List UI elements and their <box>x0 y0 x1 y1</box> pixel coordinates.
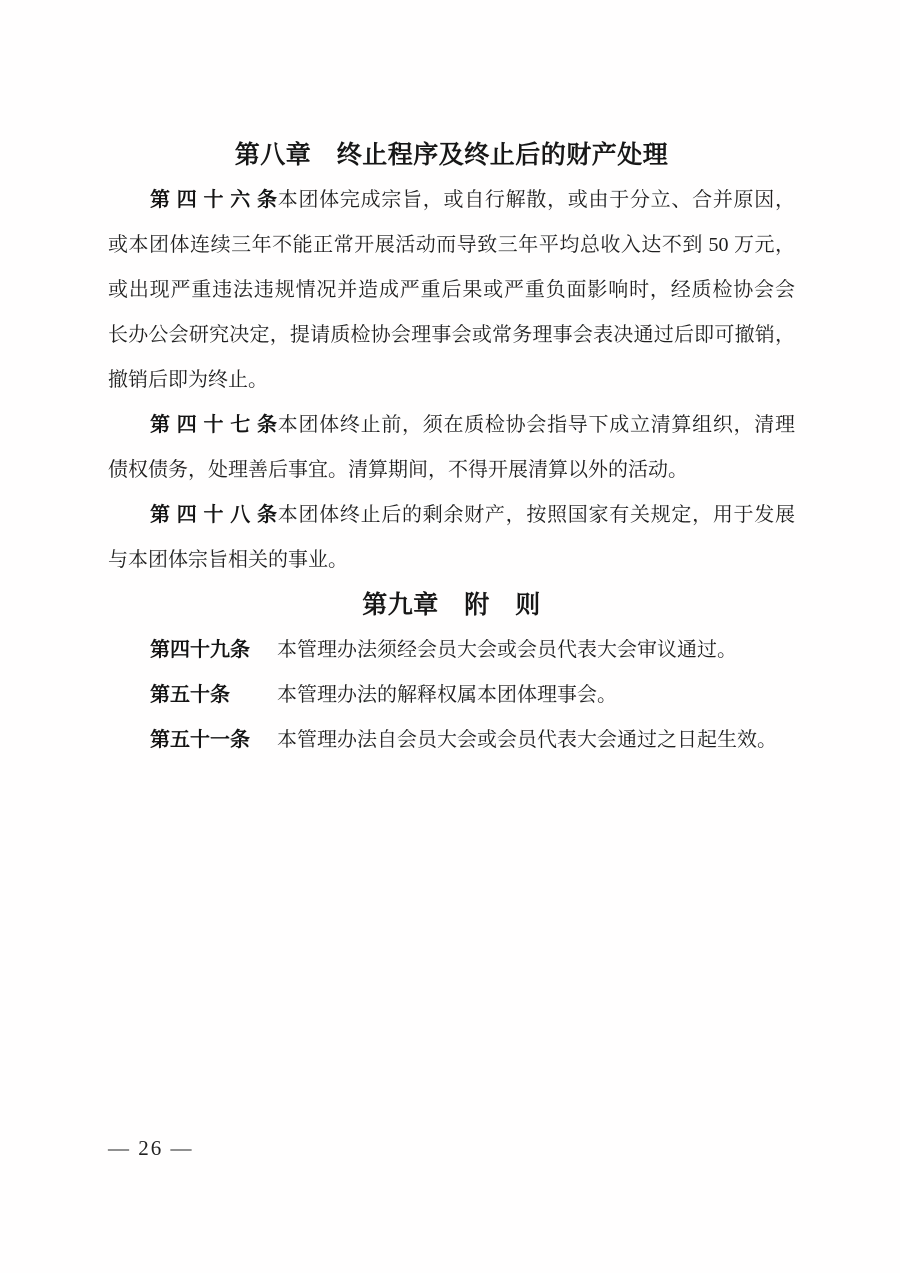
chapter-9-heading: 第九章 附 则 <box>362 591 541 619</box>
article-49-text: 本管理办法须经会员大会或会员代表大会审议通过。 <box>277 639 737 661</box>
article-49-number: 第四十九条 <box>150 639 250 661</box>
page-number: — 26 — <box>108 1136 194 1160</box>
text-line <box>108 628 795 673</box>
text-line: 债权债务，处理善后事宜。清算期间，不得开展清算以外的活动。 <box>108 459 688 481</box>
article-50-text: 本管理办法的解释权属本团体理事会。 <box>277 684 617 706</box>
text-line <box>108 718 795 763</box>
chapter-8-heading: 第八章 终止程序及终止后的财产处理 <box>234 141 669 169</box>
text-line: 长办公会研究决定，提请质检协会理事会或常务理事会表决通过后即可撤销， <box>108 324 795 346</box>
text-line <box>108 673 795 718</box>
article-46 <box>108 178 795 403</box>
article-46-number: 第四十六条 <box>150 189 277 211</box>
text-line <box>108 493 795 538</box>
article-51-text: 本管理办法自会员大会或会员代表大会通过之日起生效。 <box>277 729 777 751</box>
article-51-number: 第五十一条 <box>150 729 250 751</box>
text-line: 或出现严重违法违规情况并造成严重后果或严重负面影响时，经质检协会会 <box>108 279 795 301</box>
article-50 <box>108 673 795 718</box>
text-line: 或本团体连续三年不能正常开展活动而导致三年平均总收入达不到 50 万元， <box>108 234 795 256</box>
article-49 <box>108 628 795 673</box>
article-47-text: 本团体终止前，须在质检协会指导下成立清算组织，清理 <box>277 414 795 436</box>
text-line: 撤销后即为终止。 <box>108 369 268 391</box>
article-48 <box>108 493 795 583</box>
article-51 <box>108 718 795 763</box>
article-48-text: 本团体终止后的剩余财产，按照国家有关规定，用于发展 <box>277 504 795 526</box>
article-47 <box>108 403 795 493</box>
article-48-number: 第四十八条 <box>150 504 277 526</box>
text-line: 与本团体宗旨相关的事业。 <box>108 549 348 571</box>
text-line <box>108 178 795 223</box>
article-47-number: 第四十七条 <box>150 414 277 436</box>
article-50-number: 第五十条 <box>150 684 230 706</box>
article-46-text: 本团体完成宗旨，或自行解散，或由于分立、合并原因， <box>277 189 795 211</box>
text-line <box>108 403 795 448</box>
